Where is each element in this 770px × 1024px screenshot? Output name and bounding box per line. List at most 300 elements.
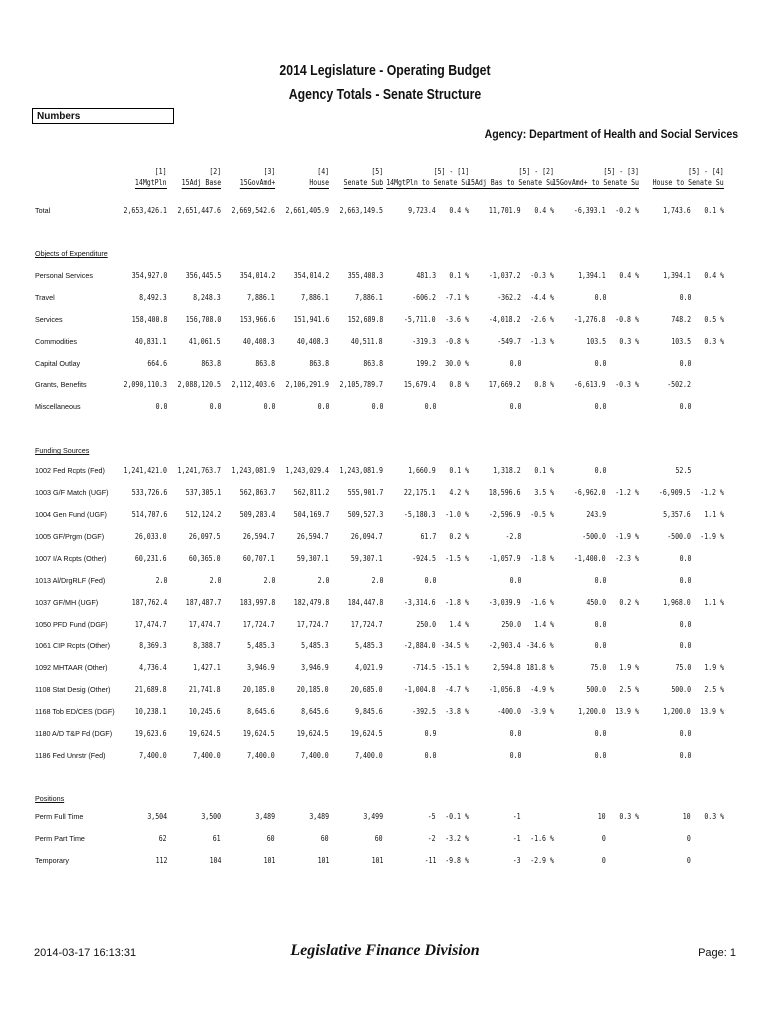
cell-value: 7,400.0 — [301, 751, 329, 760]
cell-difference: -400.0 — [497, 707, 521, 716]
footer-datetime: 2014-03-17 16:13:31 — [34, 947, 137, 959]
column-header-label: House to Senate Su — [652, 178, 724, 187]
cell-difference: 748.2 — [671, 315, 691, 324]
cell-difference: -3,314.6 — [404, 598, 436, 607]
cell-difference: -549.7 — [497, 337, 521, 346]
cell-difference: -924.5 — [412, 554, 436, 563]
cell-difference: 0.0 — [509, 576, 521, 585]
column-header-number: [3] — [263, 167, 275, 176]
row-label: Perm Part Time — [35, 834, 85, 843]
cell-value: 184,447.8 — [347, 598, 383, 607]
cell-value: 533,726.6 — [131, 488, 167, 497]
cell-percent: -1.9 % — [700, 532, 724, 541]
cell-difference: 0.0 — [594, 466, 606, 475]
cell-difference: -606.2 — [412, 293, 436, 302]
cell-difference: 500.0 — [586, 685, 606, 694]
cell-value: 0.0 — [371, 402, 383, 411]
cell-percent: 0.4 % — [619, 271, 639, 280]
cell-difference: 52.5 — [675, 466, 691, 475]
cell-percent: 0.4 % — [534, 206, 554, 215]
cell-value: 514,707.6 — [131, 510, 167, 519]
cell-difference: 15,679.4 — [404, 380, 436, 389]
cell-percent: -3.6 % — [445, 315, 469, 324]
cell-value: 509,527.3 — [347, 510, 383, 519]
cell-value: 3,504 — [147, 812, 167, 821]
cell-value: 19,624.5 — [297, 729, 329, 738]
row-label: Capital Outlay — [35, 359, 81, 368]
cell-difference: 61.7 — [420, 532, 436, 541]
cell-percent: 181.8 % — [526, 663, 554, 672]
cell-percent: -1.2 % — [700, 488, 724, 497]
cell-value: 562,811.2 — [293, 488, 329, 497]
column-header-3 — [239, 166, 275, 189]
row-label: 1186 Fed Unrstr (Fed) — [35, 751, 106, 760]
cell-difference: -5 — [428, 812, 436, 821]
cell-difference: 500.0 — [671, 685, 691, 694]
footer-page-number: Page: 1 — [698, 947, 736, 959]
section-funding-sources: Funding Sources — [35, 446, 90, 455]
cell-difference: 0.0 — [509, 729, 521, 738]
cell-difference: 11,701.9 — [489, 206, 521, 215]
cell-difference: 1,968.0 — [663, 598, 691, 607]
cell-value: 863.8 — [309, 359, 329, 368]
cell-value: 10,245.6 — [189, 707, 221, 716]
cell-difference: -3 — [513, 856, 521, 865]
cell-value: 158,400.8 — [131, 315, 167, 324]
cell-value: 0.0 — [209, 402, 221, 411]
cell-difference: 1,660.9 — [408, 466, 436, 475]
cell-value: 21,741.8 — [189, 685, 221, 694]
cell-percent: -1.8 % — [445, 598, 469, 607]
cell-difference: 0.0 — [594, 751, 606, 760]
cell-value: 156,708.0 — [185, 315, 221, 324]
column-header-6 — [386, 166, 469, 189]
cell-value: 59,307.1 — [351, 554, 383, 563]
cell-percent: 0.1 % — [449, 271, 469, 280]
row-label: 1180 A/D T&P Fd (DGF) — [35, 729, 113, 738]
cell-value: 60 — [321, 834, 329, 843]
cell-difference: 0.0 — [594, 359, 606, 368]
cell-value: 2.0 — [317, 576, 329, 585]
cell-value: 8,645.6 — [301, 707, 329, 716]
row-label: Total — [35, 206, 51, 215]
cell-percent: 1.9 % — [704, 663, 724, 672]
cell-percent: 1.4 % — [449, 620, 469, 629]
cell-difference: 0.0 — [594, 293, 606, 302]
cell-percent: -1.9 % — [615, 532, 639, 541]
cell-value: 863.8 — [363, 359, 383, 368]
cell-difference: -4,018.2 — [489, 315, 521, 324]
cell-percent: 0.1 % — [534, 466, 554, 475]
column-header-number: [5] - [2] — [518, 167, 554, 176]
cell-percent: -4.4 % — [530, 293, 554, 302]
cell-value: 1,243,029.4 — [285, 466, 329, 475]
row-label: 1005 GF/Prgm (DGF) — [35, 532, 105, 541]
row-label: 1168 Tob ED/CES (DGF) — [35, 707, 115, 716]
cell-percent: -0.8 % — [615, 315, 639, 324]
cell-value: 2,090,110.3 — [123, 380, 167, 389]
cell-value: 40,408.3 — [243, 337, 275, 346]
cell-value: 10,238.1 — [135, 707, 167, 716]
cell-value: 1,241,763.7 — [177, 466, 221, 475]
cell-value: 3,946.9 — [301, 663, 329, 672]
cell-difference: -6,613.9 — [574, 380, 606, 389]
cell-difference: 0.0 — [679, 751, 691, 760]
cell-difference: 450.0 — [586, 598, 606, 607]
cell-value: 17,724.7 — [297, 620, 329, 629]
cell-percent: 0.4 % — [449, 206, 469, 215]
cell-value: 183,997.8 — [239, 598, 275, 607]
column-header-label: 14MgtPln — [135, 178, 167, 187]
cell-value: 8,645.6 — [247, 707, 275, 716]
cell-difference: 0 — [602, 856, 606, 865]
cell-percent: -1.6 % — [530, 598, 554, 607]
report-subtitle: Agency Totals - Senate Structure — [288, 86, 482, 103]
cell-value: 153,966.6 — [239, 315, 275, 324]
cell-percent: -0.3 % — [615, 380, 639, 389]
section-positions: Positions — [35, 794, 65, 803]
cell-value: 59,307.1 — [297, 554, 329, 563]
column-header-5 — [343, 166, 383, 189]
cell-difference: 0.0 — [509, 751, 521, 760]
cell-difference: 1,743.6 — [663, 206, 691, 215]
cell-value: 2.0 — [155, 576, 167, 585]
column-header-number: [5] — [371, 167, 383, 176]
row-label: Grants, Benefits — [35, 380, 87, 389]
cell-difference: 0.0 — [679, 641, 691, 650]
cell-value: 509,283.4 — [239, 510, 275, 519]
cell-value: 60,365.0 — [189, 554, 221, 563]
cell-value: 355,408.3 — [347, 271, 383, 280]
cell-difference: -2,884.0 — [404, 641, 436, 650]
cell-value: 60,231.6 — [135, 554, 167, 563]
cell-value: 17,724.7 — [351, 620, 383, 629]
cell-difference: 250.0 — [501, 620, 521, 629]
cell-percent: 13.9 % — [700, 707, 724, 716]
cell-value: 112 — [155, 856, 167, 865]
cell-value: 1,427.1 — [193, 663, 221, 672]
cell-value: 26,033.0 — [135, 532, 167, 541]
cell-value: 0.0 — [263, 402, 275, 411]
cell-value: 8,248.3 — [193, 293, 221, 302]
cell-value: 60 — [267, 834, 275, 843]
cell-percent: 13.9 % — [615, 707, 639, 716]
cell-value: 5,485.3 — [355, 641, 383, 650]
cell-difference: -6,962.0 — [574, 488, 606, 497]
cell-value: 19,624.5 — [243, 729, 275, 738]
cell-difference: -714.5 — [412, 663, 436, 672]
cell-value: 664.6 — [147, 359, 167, 368]
cell-value: 863.8 — [255, 359, 275, 368]
cell-difference: 0.0 — [594, 729, 606, 738]
cell-percent: -1.0 % — [445, 510, 469, 519]
cell-difference: 17,669.2 — [489, 380, 521, 389]
cell-value: 7,400.0 — [139, 751, 167, 760]
cell-percent: 1.1 % — [704, 510, 724, 519]
cell-value: 20,185.0 — [297, 685, 329, 694]
column-header-label: 14MgtPln to Senate Su — [386, 178, 469, 187]
cell-value: 17,474.7 — [135, 620, 167, 629]
cell-difference: 0.0 — [679, 554, 691, 563]
cell-percent: 0.2 % — [619, 598, 639, 607]
cell-percent: 0.3 % — [704, 337, 724, 346]
agency-name: Agency: Department of Health and Social Services — [484, 127, 738, 141]
row-label: 1037 GF/MH (UGF) — [35, 598, 99, 607]
cell-difference: 103.5 — [586, 337, 606, 346]
numbers-label-box: Numbers — [32, 108, 174, 124]
cell-value: 7,400.0 — [355, 751, 383, 760]
cell-value: 3,946.9 — [247, 663, 275, 672]
cell-value: 21,689.8 — [135, 685, 167, 694]
cell-difference: 1,394.1 — [663, 271, 691, 280]
cell-percent: 0.1 % — [704, 206, 724, 215]
column-header-number: [5] - [3] — [603, 167, 639, 176]
cell-value: 356,445.5 — [185, 271, 221, 280]
cell-difference: 10 — [598, 812, 606, 821]
cell-percent: 0.8 % — [534, 380, 554, 389]
cell-percent: -15.1 % — [441, 663, 469, 672]
cell-value: 9,845.6 — [355, 707, 383, 716]
cell-percent: 2.5 % — [704, 685, 724, 694]
column-header-label: 15GovAmd+ to Senate Su — [552, 178, 639, 187]
row-label: 1003 G/F Match (UGF) — [35, 488, 109, 497]
cell-percent: 2.5 % — [619, 685, 639, 694]
cell-percent: -0.5 % — [530, 510, 554, 519]
cell-percent: 1.9 % — [619, 663, 639, 672]
row-label: 1092 MHTAAR (Other) — [35, 663, 108, 672]
cell-percent: 30.0 % — [445, 359, 469, 368]
cell-value: 151,941.6 — [293, 315, 329, 324]
cell-value: 3,500 — [201, 812, 221, 821]
cell-value: 26,094.7 — [351, 532, 383, 541]
column-header-label: House — [309, 178, 329, 187]
cell-difference: 0 — [602, 834, 606, 843]
cell-difference: 75.0 — [590, 663, 606, 672]
cell-percent: -3.8 % — [445, 707, 469, 716]
cell-value: 2,651,447.6 — [177, 206, 221, 215]
cell-value: 5,485.3 — [301, 641, 329, 650]
cell-value: 537,305.1 — [185, 488, 221, 497]
cell-value: 61 — [213, 834, 221, 843]
cell-difference: -1 — [513, 834, 521, 843]
cell-value: 3,489 — [255, 812, 275, 821]
cell-percent: 0.3 % — [619, 337, 639, 346]
row-label: 1004 Gen Fund (UGF) — [35, 510, 107, 519]
cell-value: 187,487.7 — [185, 598, 221, 607]
cell-percent: -1.2 % — [615, 488, 639, 497]
cell-difference: 0.0 — [679, 729, 691, 738]
cell-percent: 1.4 % — [534, 620, 554, 629]
cell-value: 562,863.7 — [239, 488, 275, 497]
cell-value: 504,169.7 — [293, 510, 329, 519]
cell-difference: 1,394.1 — [578, 271, 606, 280]
cell-value: 60 — [375, 834, 383, 843]
cell-value: 17,724.7 — [243, 620, 275, 629]
cell-percent: 0.5 % — [704, 315, 724, 324]
cell-difference: -3,039.9 — [489, 598, 521, 607]
cell-value: 20,685.0 — [351, 685, 383, 694]
column-header-8 — [552, 166, 639, 189]
cell-percent: -0.3 % — [530, 271, 554, 280]
cell-value: 20,185.0 — [243, 685, 275, 694]
cell-value: 2,653,426.1 — [123, 206, 167, 215]
column-header-label: Senate Sub — [343, 178, 383, 187]
cell-value: 2,088,120.5 — [177, 380, 221, 389]
cell-percent: -2.3 % — [615, 554, 639, 563]
cell-value: 0.0 — [155, 402, 167, 411]
cell-percent: -4.7 % — [445, 685, 469, 694]
cell-value: 7,886.1 — [247, 293, 275, 302]
cell-percent: -1.6 % — [530, 834, 554, 843]
cell-difference: 0.0 — [679, 402, 691, 411]
column-header-9 — [653, 166, 724, 189]
row-label: Miscellaneous — [35, 402, 81, 411]
cell-value: 1,243,081.9 — [231, 466, 275, 475]
cell-difference: 5,357.6 — [663, 510, 691, 519]
cell-percent: -3.2 % — [445, 834, 469, 843]
cell-percent: 0.1 % — [449, 466, 469, 475]
column-header-number: [5] - [4] — [688, 167, 724, 176]
column-header-number: [2] — [209, 167, 221, 176]
cell-difference: -6,909.5 — [659, 488, 691, 497]
cell-value: 2,106,291.9 — [285, 380, 329, 389]
cell-percent: -9.8 % — [445, 856, 469, 865]
cell-value: 2,105,789.7 — [339, 380, 383, 389]
cell-difference: 250.0 — [416, 620, 436, 629]
cell-difference: 0.0 — [594, 641, 606, 650]
cell-difference: -2,903.4 — [489, 641, 521, 650]
cell-difference: 18,596.6 — [489, 488, 521, 497]
cell-difference: 1,200.0 — [578, 707, 606, 716]
cell-value: 4,021.9 — [355, 663, 383, 672]
cell-percent: -1.5 % — [445, 554, 469, 563]
column-header-number: [5] - [1] — [433, 167, 469, 176]
cell-value: 60,707.1 — [243, 554, 275, 563]
cell-value: 101 — [263, 856, 275, 865]
cell-difference: 2,594.8 — [493, 663, 521, 672]
cell-percent: -0.2 % — [615, 206, 639, 215]
cell-value: 863.8 — [201, 359, 221, 368]
row-label: Services — [35, 315, 63, 324]
cell-value: 7,400.0 — [247, 751, 275, 760]
row-label: 1061 CIP Rcpts (Other) — [35, 641, 110, 650]
cell-difference: 199.2 — [416, 359, 436, 368]
cell-difference: 0 — [687, 834, 691, 843]
cell-difference: -502.2 — [667, 380, 691, 389]
cell-value: 101 — [317, 856, 329, 865]
column-header-4 — [309, 166, 329, 189]
row-label: Temporary — [35, 856, 69, 865]
cell-value: 8,369.3 — [139, 641, 167, 650]
cell-difference: 0.0 — [424, 576, 436, 585]
cell-percent: 0.2 % — [449, 532, 469, 541]
cell-value: 8,388.7 — [193, 641, 221, 650]
cell-difference: 0.0 — [509, 402, 521, 411]
column-header-1 — [135, 166, 167, 189]
cell-value: 26,097.5 — [189, 532, 221, 541]
cell-value: 41,061.5 — [189, 337, 221, 346]
row-label: 1108 Stat Desig (Other) — [35, 685, 111, 694]
cell-difference: -1,037.2 — [489, 271, 521, 280]
cell-percent: -7.1 % — [445, 293, 469, 302]
cell-percent: 4.2 % — [449, 488, 469, 497]
cell-value: 354,014.2 — [293, 271, 329, 280]
cell-value: 182,479.8 — [293, 598, 329, 607]
cell-value: 7,886.1 — [301, 293, 329, 302]
cell-difference: -6,393.1 — [574, 206, 606, 215]
cell-value: 2.0 — [209, 576, 221, 585]
cell-value: 2.0 — [371, 576, 383, 585]
cell-value: 19,624.5 — [351, 729, 383, 738]
cell-difference: -1 — [513, 812, 521, 821]
cell-difference: -2.8 — [505, 532, 521, 541]
cell-difference: -500.0 — [582, 532, 606, 541]
cell-difference: 0.0 — [594, 402, 606, 411]
cell-value: 19,624.5 — [189, 729, 221, 738]
cell-difference: 0.0 — [679, 293, 691, 302]
cell-difference: 481.3 — [416, 271, 436, 280]
cell-difference: -500.0 — [667, 532, 691, 541]
cell-difference: 0.0 — [424, 402, 436, 411]
cell-difference: 0.9 — [424, 729, 436, 738]
cell-value: 26,594.7 — [243, 532, 275, 541]
cell-percent: 3.5 % — [534, 488, 554, 497]
cell-value: 19,623.6 — [135, 729, 167, 738]
cell-difference: -5,711.0 — [404, 315, 436, 324]
cell-percent: 1.1 % — [704, 598, 724, 607]
cell-value: 3,489 — [309, 812, 329, 821]
cell-difference: 243.9 — [586, 510, 606, 519]
cell-value: 4,736.4 — [139, 663, 167, 672]
cell-percent: -2.9 % — [530, 856, 554, 865]
row-label: Commodities — [35, 337, 77, 346]
cell-value: 512,124.2 — [185, 510, 221, 519]
cell-value: 187,762.4 — [131, 598, 167, 607]
cell-value: 7,886.1 — [355, 293, 383, 302]
cell-difference: -1,400.0 — [574, 554, 606, 563]
cell-value: 2.0 — [263, 576, 275, 585]
cell-percent: -3.9 % — [530, 707, 554, 716]
cell-value: 555,901.7 — [347, 488, 383, 497]
cell-difference: -2 — [428, 834, 436, 843]
cell-percent: -0.1 % — [445, 812, 469, 821]
row-label: 1007 I/A Rcpts (Other) — [35, 554, 107, 563]
column-header-label: 15Adj Bas to Senate Su — [467, 178, 554, 187]
cell-percent: -0.8 % — [445, 337, 469, 346]
cell-difference: 0.0 — [509, 359, 521, 368]
cell-difference: 0.0 — [679, 620, 691, 629]
column-header-label: 15GovAmd+ — [239, 178, 275, 187]
cell-percent: 0.3 % — [704, 812, 724, 821]
cell-value: 40,831.1 — [135, 337, 167, 346]
cell-difference: 9,723.4 — [408, 206, 436, 215]
report-title: 2014 Legislature - Operating Budget — [279, 62, 491, 79]
cell-difference: -1,004.8 — [404, 685, 436, 694]
column-header-2 — [181, 166, 221, 189]
cell-percent: -34.5 % — [441, 641, 469, 650]
cell-value: 5,485.3 — [247, 641, 275, 650]
cell-difference: -11 — [424, 856, 436, 865]
cell-value: 2,669,542.6 — [231, 206, 275, 215]
cell-difference: 0.0 — [424, 751, 436, 760]
row-label: Travel — [35, 293, 55, 302]
cell-difference: 0 — [687, 856, 691, 865]
cell-percent: 0.4 % — [704, 271, 724, 280]
cell-difference: 22,175.1 — [404, 488, 436, 497]
column-header-7 — [467, 166, 554, 189]
cell-difference: 0.0 — [679, 359, 691, 368]
section-objects-of-expenditure: Objects of Expenditure — [35, 249, 108, 258]
